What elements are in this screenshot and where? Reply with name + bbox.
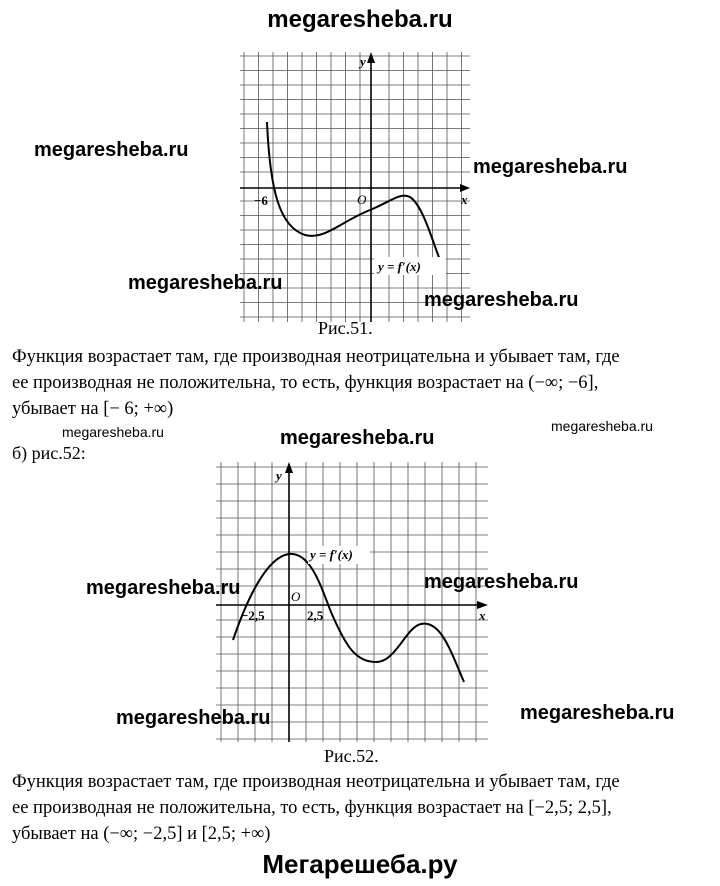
header-watermark: megaresheba.ru (267, 6, 453, 33)
watermark: megaresheba.ru (62, 424, 164, 440)
figure-52-x-label: x (479, 608, 486, 623)
figure-52-curve-label: y = f′(x) (310, 547, 353, 562)
figure-51-tick-minus6: −6 (254, 193, 268, 208)
watermark: megaresheba.ru (424, 571, 579, 593)
figure-51-caption: Рис.51. (318, 318, 373, 338)
watermark: megaresheba.ru (116, 707, 271, 729)
paragraph-2-line-3: убывает на (−∞; −2,5] и [2,5; +∞) (12, 824, 271, 844)
figure-51-y-label: y (360, 54, 366, 69)
figure-52-grid (216, 462, 488, 742)
figure-52-y-arrow (285, 462, 293, 473)
figure-51-curve-label: y = f′(x) (378, 259, 421, 274)
paragraph-1-line-3: убывает на [− 6; +∞) (12, 399, 174, 419)
figure-52-tick-minus2-5: −2,5 (241, 608, 265, 623)
figure-51-x-arrow (460, 184, 470, 192)
paragraph-2-line-2: ее производная не положительна, то есть, функция возрастает на [−2,5; 2,5], (12, 798, 612, 818)
paragraph-2-line-1: Функция возрастает там, где производная неотрицательна и убывает там, где (12, 772, 620, 792)
part-b-label: б) рис.52: (12, 443, 86, 463)
watermark: megaresheba.ru (280, 427, 435, 449)
figure-52-graph (216, 462, 488, 742)
watermark: megaresheba.ru (520, 702, 675, 724)
watermark: megaresheba.ru (424, 289, 579, 311)
watermark: megaresheba.ru (473, 156, 628, 178)
watermark: megaresheba.ru (128, 272, 283, 294)
watermark: megaresheba.ru (86, 577, 241, 599)
figure-51-origin: O (357, 192, 367, 207)
watermark: megaresheba.ru (34, 139, 189, 161)
paragraph-1-line-2: ее производная не положительна, то есть, функция возрастает на (−∞; −6], (12, 373, 599, 393)
figure-52-tick-2-5: 2,5 (307, 608, 324, 623)
figure-51-x-label: x (461, 192, 468, 207)
figure-52-y-label: y (276, 468, 282, 483)
figure-51-y-arrow (367, 52, 375, 63)
footer-site-name: Мегарешеба.ру (262, 849, 458, 879)
watermark: megaresheba.ru (551, 418, 653, 434)
paragraph-1 (12, 344, 712, 422)
figure-52-caption: Рис.52. (324, 746, 379, 766)
figure-52-origin: O (291, 589, 301, 604)
paragraph-2 (12, 769, 712, 847)
paragraph-1-line-1: Функция возрастает там, где производная неотрицательна и убывает там, где (12, 347, 620, 367)
